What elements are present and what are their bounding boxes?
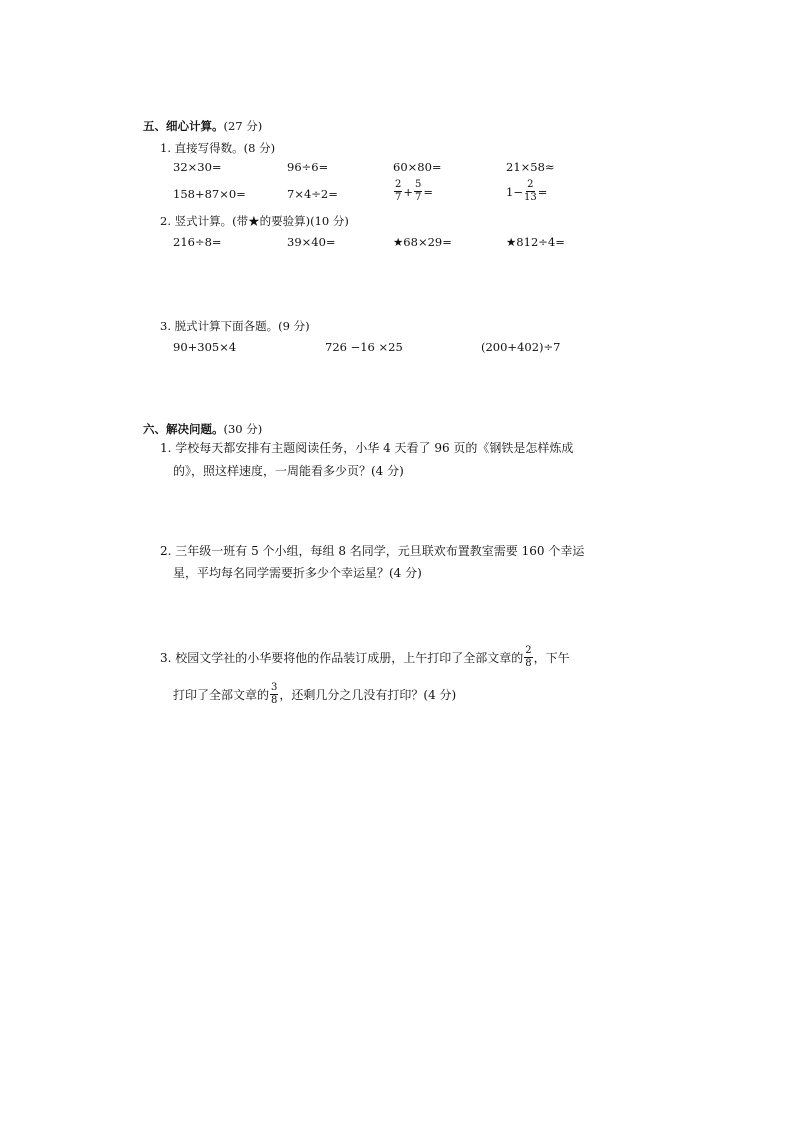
problem-2-line-1: 2. 三年级一班有 5 个小组，每组 8 名同学，元旦联欢布置教室需要 160 个幸运 [160,544,585,558]
vertical-calc-2: 39×40= [287,235,336,249]
fraction-2-7: $\frac{2}{7}$ [395,179,402,203]
section-5-score: (27 分) [223,119,263,133]
section-6-title: 六、解决问题。 [143,422,224,436]
part-1-title: 1. 直接写得数。(8 分) [160,141,276,155]
oral-calc-1: 32×30= [173,160,222,174]
problem-1-line-2: 的》，照这样速度，一周能看多少页？(4 分) [173,464,404,478]
problem-2-line-2: 星，平均每名同学需要折多少个幸运星？(4 分) [173,566,422,580]
oral-calc-7: $\frac{2}{7}$ + $\frac{5}{7}$ = [395,179,434,203]
oral-calc-2: 96÷6= [287,160,329,174]
part-2-title: 2. 竖式计算。(带★的要验算)(10 分) [160,214,349,228]
oral-calc-6: 7×4÷2= [287,187,338,201]
part-3-title: 3. 脱式计算下面各题。(9 分) [160,319,310,333]
oral-calc-5: 158+87×0= [173,187,246,201]
stepwise-calc-2: 726 −16 ×25 [325,340,403,354]
section-6-score: (30 分) [223,422,263,436]
oral-calc-4: 21×58≈ [506,160,555,174]
section-5-heading [143,118,262,134]
problem-3-line-1: 3. 校园文学社的小华要将他的作品装订成册，上午打印了全部文章的 $\frac{2}{8}$ ，下午 [160,645,570,669]
fraction-2-13: $\frac{2}{13}$ [523,179,537,203]
vertical-calc-1: 216÷8= [173,235,222,249]
problem-3-line-2: 打印了全部文章的 $\frac{3}{8}$ ，还剩几分之几没有打印？(4 分) [173,682,457,706]
fraction-2-8: $\frac{2}{8}$ [525,645,532,669]
fraction-5-7: $\frac{5}{7}$ [415,179,422,203]
vertical-calc-3: ★68×29= [393,235,452,249]
oral-calc-3: 60×80= [393,160,442,174]
fraction-3-8: $\frac{3}{8}$ [271,682,278,706]
stepwise-calc-3: (200+402)÷7 [481,340,561,354]
problem-1-line-1: 1. 学校每天都安排有主题阅读任务，小华 4 天看了 96 页的《钢铁是怎样炼成 [160,441,574,455]
oral-calc-8: 1− $\frac{2}{13}$ = [506,179,548,203]
vertical-calc-4: ★812÷4= [506,235,565,249]
section-5-title: 五、细心计算。 [143,119,224,133]
section-6-heading [143,421,262,437]
stepwise-calc-1: 90+305×4 [173,340,237,354]
